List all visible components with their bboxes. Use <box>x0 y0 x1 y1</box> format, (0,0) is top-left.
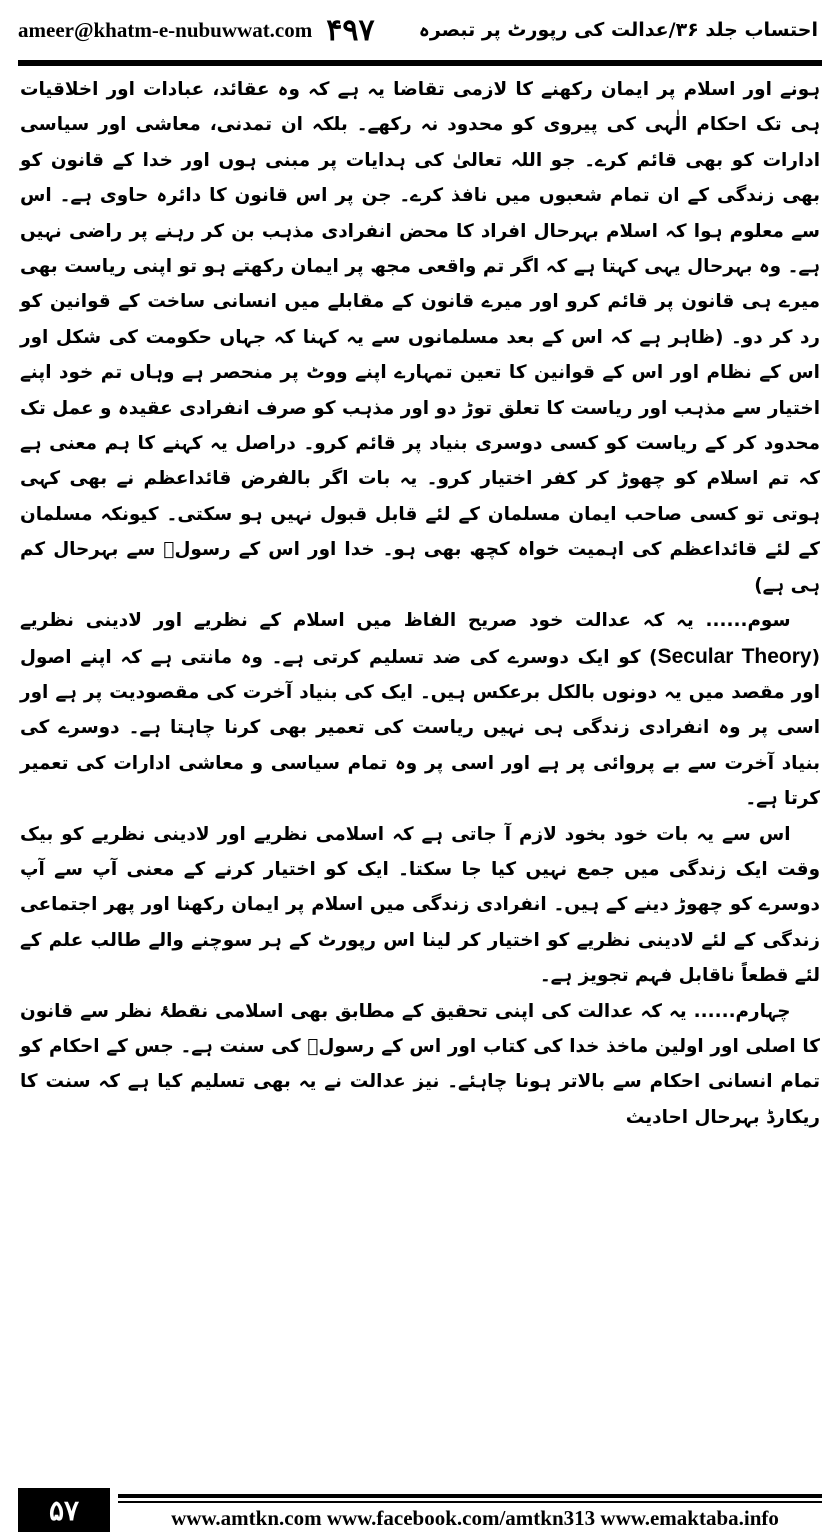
footer-rule-thin <box>118 1501 822 1503</box>
paragraph-2-start: سوم...... یہ کہ عدالت خود صریح الفاظ میں اسلام کے نظریے اور لادینی نظریے ( <box>20 610 820 668</box>
secular-theory-term: Secular Theory <box>657 644 812 668</box>
header-email: ameer@khatm-e-nubuwwat.com <box>18 17 313 42</box>
footer-links: www.amtkn.com www.facebook.com/amtkn313 www.emaktaba.info <box>171 1506 779 1530</box>
paragraph-2-end: ) کو ایک دوسرے کی ضد تسلیم کرتی ہے۔ وہ مانتی ہے کہ اپنے اصول اور مقصد میں یہ دونوں بالکل برعکس ہیں۔ ایک کی بنیاد آخرت کی مقصودیت پر ہے اور اسی پر وہ انفرادی زندگی ہی نہیں ریاست کی تعمیر بھی کرنا چاہتا ہے۔ دوسرے کی بنیاد آخرت سے بے پروائی پر ہے اور اسی پر وہ تمام سیاسی و معاشی ادارات کی تعمیر کرتا ہے۔ <box>20 646 820 810</box>
document-body <box>20 72 820 1135</box>
paragraph-1: ہونے اور اسلام پر ایمان رکھنے کا لازمی تقاضا یہ ہے کہ وہ عقائد، عبادات اور اخلاقیات ہی تک احکام الٰہی کی پیروی کو محدود نہ رکھے۔ بلکہ ان تمدنی، معاشی اور سیاسی ادارات کو بھی قائم کرے۔ جو اللہ تعالیٰ کی ہدایات پر مبنی ہوں اور خدا کے قانون کو بھی زندگی کے ان تمام شعبوں میں نافذ کرے۔ جن پر اس قانون کا دائرہ حاوی ہے۔ اس سے معلوم ہوا کہ اسلام بہرحال افراد کا محض انفرادی مذہب بن کر رہنے پر راضی نہیں ہے۔ وہ بہرحال یہی کہتا ہے کہ اگر تم واقعی مجھ پر ایمان رکھتے ہو تو اپنی ریاست بھی میرے ہی قانون پر قائم کرو اور میرے قانون کے مقابلے میں انسانی ساخت کے قوانین کو رد کر دو۔ (ظاہر ہے کہ اس کے بعد مسلمانوں سے یہ کہنا کہ جہاں حکومت کی شکل اور اس کے نظام اور اس کے قوانین کا تعین تمہارے اپنے ووٹ پر منحصر ہے وہاں تم خود اپنے اختیار سے مذہب اور ریاست کا تعلق توڑ دو اور مذہب کو صرف انفرادی عقیدہ و عمل تک محدود کر کے ریاست کو کسی دوسری بنیاد پر قائم کرو۔ دراصل یہ کہنے کا ہم معنی ہے کہ تم اسلام کو چھوڑ کر کفر اختیار کرو۔ یہ بات اگر بالفرض قائداعظم نے بھی کہی ہوتی تو کسی صاحب ایمان مسلمان کے لئے قابل قبول نہیں ہو سکتی۔ کیونکہ مسلمان کے لئے قائداعظم کی اہمیت خواہ کچھ بھی ہو۔ خدا اور اس کے رسولؐ سے بہرحال کم ہی ہے) <box>20 79 820 596</box>
paragraph-2 <box>20 603 820 816</box>
header-page-number: ۴۹۷ <box>326 12 375 48</box>
header-left <box>18 13 375 48</box>
paragraph-4: چہارم...... یہ کہ عدالت کی اپنی تحقیق کے مطابق بھی اسلامی نقطۂ نظر سے قانون کا اصلی اور اولین ماخذ خدا کی کتاب اور اس کے رسولؐ کی سنت ہے۔ جس کے احکام کو تمام انسانی احکام سے بالاتر ہونا چاہئے۔ نیز عدالت نے یہ بھی تسلیم کیا ہے کہ سنت کا ریکارڈ بہرحال احادیث <box>20 1000 820 1128</box>
running-title: احتساب جلد ۳۶/عدالت کی رپورٹ پر تبصرہ <box>418 19 818 41</box>
page-footer <box>18 1488 822 1532</box>
header-rule <box>18 60 822 66</box>
paragraph-3: اس سے یہ بات خود بخود لازم آ جاتی ہے کہ اسلامی نظریے اور لادینی نظریے کو بیک وقت ایک زندگی میں جمع نہیں کیا جا سکتا۔ ایک کو اختیار کرنے کے معنی آپ سے آپ دوسرے کو چھوڑ دینے کے ہیں۔ انفرادی زندگی میں اسلام پر ایمان رکھنا اور پھر اجتماعی زندگی کے لئے لادینی نظریے کو اختیار کر لینا اس رپورٹ کے ہر سوچنے والے طالب علم کے لئے قطعاً ناقابل فہم تجویز ہے۔ <box>20 823 820 987</box>
page-header <box>18 8 818 52</box>
footer-page-number: ۵۷ <box>18 1488 110 1532</box>
footer-rule-thick <box>118 1494 822 1498</box>
